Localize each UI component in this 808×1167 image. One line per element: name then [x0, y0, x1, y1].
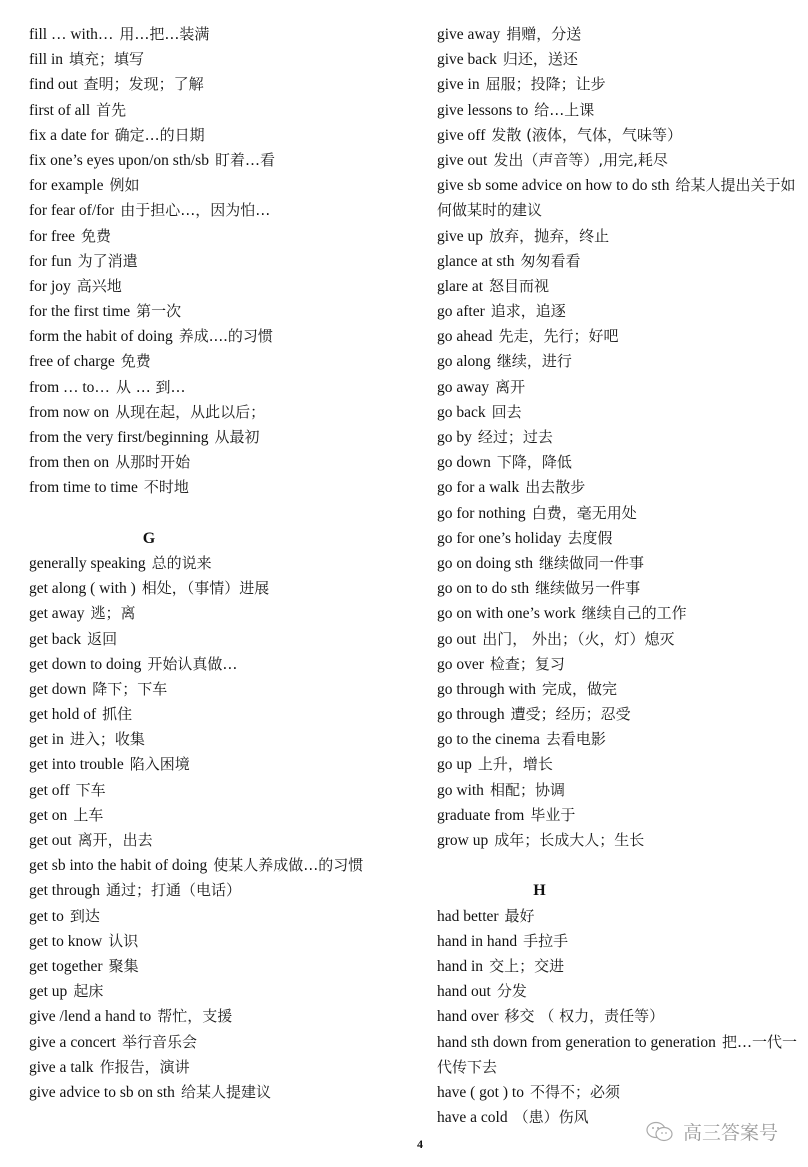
phrase-entry	[437, 828, 802, 853]
english-phrase: fill in	[29, 51, 64, 69]
english-phrase: get on	[29, 806, 68, 824]
english-phrase: give advice to sb on sth	[29, 1083, 175, 1101]
english-phrase: hand out	[437, 983, 491, 1001]
english-phrase: get up	[29, 983, 68, 1001]
phrase-entry	[29, 1030, 409, 1055]
english-phrase: get into trouble	[29, 756, 124, 774]
english-phrase: for fear of/for	[29, 202, 115, 220]
chinese-meaning: 出去散步	[525, 478, 586, 497]
chinese-meaning: 使某人养成做…的习惯	[213, 856, 364, 875]
phrase-entry	[29, 425, 409, 450]
english-phrase: from … to…	[29, 378, 110, 396]
right-column	[437, 22, 802, 1130]
chinese-meaning: 离开	[495, 377, 526, 396]
phrase-entry	[29, 274, 409, 299]
english-phrase: give back	[437, 51, 497, 69]
phrase-entry	[437, 551, 802, 576]
chinese-meaning: 手拉手	[523, 931, 569, 950]
phrase-entry	[29, 727, 409, 752]
english-phrase: give /lend a hand to	[29, 1008, 152, 1026]
english-phrase: go through	[437, 706, 505, 724]
english-phrase: hand sth down from generation to generation	[437, 1033, 716, 1051]
phrase-entry	[437, 349, 802, 374]
phrase-entry	[29, 627, 409, 652]
phrase-entry	[437, 702, 802, 727]
phrase-entry	[29, 249, 409, 274]
phrase-entry	[29, 1004, 409, 1029]
chinese-meaning: 归还，送还	[502, 50, 578, 69]
english-phrase: go after	[437, 303, 485, 321]
phrase-entry	[437, 1030, 802, 1080]
chinese-meaning: 回去	[491, 402, 522, 421]
english-phrase: give a talk	[29, 1058, 94, 1076]
phrase-entry	[29, 173, 409, 198]
english-phrase: give in	[437, 76, 480, 94]
chinese-meaning: 去度假	[567, 528, 613, 547]
phrase-entry	[437, 627, 802, 652]
phrase-entry	[437, 652, 802, 677]
phrase-entry	[437, 1080, 802, 1105]
phrase-entry	[437, 450, 802, 475]
english-phrase: give up	[437, 227, 484, 245]
watermark-text: 高三答案号	[683, 1122, 779, 1144]
chinese-meaning: 查明；发现；了解	[83, 75, 204, 94]
h-entries	[437, 904, 802, 1131]
english-phrase: fill … with…	[29, 26, 114, 43]
english-phrase: get back	[29, 630, 82, 648]
phrase-entry	[29, 601, 409, 626]
phrase-entry	[29, 702, 409, 727]
chinese-meaning: 免费	[120, 352, 151, 371]
chinese-meaning: 分发	[496, 982, 527, 1001]
english-phrase: get together	[29, 957, 103, 975]
phrase-entry	[29, 47, 409, 72]
chinese-meaning: 给某人提建议	[180, 1082, 271, 1101]
phrase-entry	[437, 778, 802, 803]
phrase-entry	[437, 803, 802, 828]
phrase-entry	[29, 677, 409, 702]
english-phrase: from time to time	[29, 479, 138, 497]
chinese-meaning: 继续做另一件事	[535, 579, 641, 598]
chinese-meaning: 开始认真做…	[147, 654, 238, 673]
chinese-meaning: 陷入困境	[129, 755, 190, 774]
chinese-meaning: 发散 (液体，气体，气味等）	[491, 125, 682, 144]
chinese-meaning: （患）伤风	[513, 1108, 589, 1127]
chinese-meaning: 交上；交进	[489, 956, 565, 975]
phrase-entry	[437, 1004, 802, 1029]
phrase-entry	[437, 274, 802, 299]
phrase-entry	[437, 173, 802, 223]
english-phrase: for joy	[29, 277, 71, 295]
phrase-entry	[29, 954, 409, 979]
chinese-meaning: 经过；过去	[477, 428, 553, 447]
phrase-entry	[437, 929, 802, 954]
chinese-meaning: 从最初	[214, 428, 260, 446]
english-phrase: from now on	[29, 403, 110, 421]
chinese-meaning: 首先	[96, 100, 127, 119]
english-phrase: give out	[437, 151, 488, 169]
chinese-meaning: 相处，（事情）进展	[141, 579, 270, 598]
english-phrase: go along	[437, 353, 491, 371]
english-phrase: go ahead	[437, 328, 493, 346]
chinese-meaning: 认识	[108, 931, 139, 950]
phrase-entry	[437, 98, 802, 123]
chinese-meaning: 从 … 到…	[115, 377, 186, 396]
chinese-meaning: 遭受；经历；忍受	[510, 705, 631, 724]
phrase-entry	[29, 878, 409, 903]
chinese-meaning: 去看电影	[545, 730, 606, 749]
phrase-entry	[29, 1055, 409, 1080]
phrase-entry	[437, 72, 802, 97]
english-phrase: go down	[437, 454, 491, 472]
english-phrase: go with	[437, 781, 484, 799]
chinese-meaning: 到达	[69, 906, 100, 925]
phrase-entry	[437, 299, 802, 324]
chinese-meaning: 继续自己的工作	[581, 604, 687, 623]
phrase-entry	[437, 954, 802, 979]
english-phrase: from the very first/beginning	[29, 429, 209, 446]
english-phrase: free of charge	[29, 353, 115, 371]
english-phrase: go by	[437, 429, 472, 447]
chinese-meaning: 作报告，演讲	[99, 1057, 190, 1076]
phrase-entry	[437, 224, 802, 249]
phrase-entry	[29, 324, 409, 349]
g-entries	[29, 551, 409, 1105]
phrase-entry	[29, 576, 409, 601]
chinese-meaning: 怒目而视	[489, 276, 550, 295]
phrase-entry	[29, 853, 409, 878]
english-phrase: get in	[29, 731, 64, 749]
phrase-entry	[437, 324, 802, 349]
chinese-meaning: 进入；收集	[69, 730, 145, 749]
english-phrase: get down	[29, 680, 87, 698]
english-phrase: get hold of	[29, 706, 97, 724]
watermark	[645, 1118, 778, 1145]
phrase-entry	[29, 22, 409, 47]
chinese-meaning: 发出（声音等）,用完,耗尽	[493, 150, 668, 169]
phrase-entry	[437, 375, 802, 400]
english-phrase: go on with one’s work	[437, 605, 576, 623]
chinese-meaning: 用…把…装满	[119, 25, 210, 43]
chinese-meaning: 不时地	[143, 478, 189, 497]
english-phrase: glance at sth	[437, 252, 515, 270]
english-phrase: get off	[29, 781, 70, 799]
section-heading-g: G	[142, 529, 156, 547]
chinese-meaning: 给…上课	[534, 100, 595, 119]
chinese-meaning: 返回	[87, 629, 118, 648]
chinese-meaning: 下降，降低	[496, 453, 572, 472]
english-phrase: get to know	[29, 932, 103, 950]
english-phrase: for free	[29, 227, 76, 245]
chinese-meaning: 检查；复习	[489, 654, 565, 673]
english-phrase: give lessons to	[437, 101, 529, 119]
chinese-meaning: 不得不；必须	[529, 1082, 620, 1101]
chinese-meaning: 总的说来	[151, 553, 212, 572]
phrase-entry	[29, 475, 409, 500]
english-phrase: go through with	[437, 680, 537, 698]
phrase-entry	[29, 72, 409, 97]
phrase-entry	[437, 148, 802, 173]
phrase-entry	[29, 400, 409, 425]
english-phrase: go back	[437, 403, 486, 421]
english-phrase: fix one’s eyes upon/on sth/sb	[29, 151, 209, 169]
chinese-meaning: 移交 （ 权力，责任等）	[504, 1007, 665, 1026]
chinese-meaning: 完成，做完	[542, 679, 618, 698]
phrase-entry	[437, 475, 802, 500]
chinese-meaning: 给某人提出关于如何做某时的建议	[437, 176, 796, 220]
english-phrase: for fun	[29, 252, 72, 270]
chinese-meaning: 帮忙，支援	[157, 1007, 233, 1026]
english-phrase: first of all	[29, 101, 91, 119]
chinese-meaning: 由于担心…，因为怕…	[120, 201, 271, 220]
english-phrase: graduate from	[437, 806, 525, 824]
english-phrase: give a concert	[29, 1033, 116, 1051]
chinese-meaning: 把…一代一代传下去	[437, 1032, 797, 1076]
phrase-entry	[437, 727, 802, 752]
chinese-meaning: 相配；协调	[489, 780, 565, 799]
phrase-entry	[437, 576, 802, 601]
phrase-entry	[29, 148, 409, 173]
phrase-entry	[29, 652, 409, 677]
phrase-entry	[437, 601, 802, 626]
phrase-entry	[437, 47, 802, 72]
phrase-entry	[437, 22, 802, 47]
phrase-entry	[29, 904, 409, 929]
chinese-meaning: 抓住	[102, 705, 133, 724]
chinese-meaning: 毕业于	[530, 805, 576, 824]
english-phrase: from then on	[29, 454, 110, 472]
english-phrase: go for nothing	[437, 504, 526, 522]
english-phrase: hand in hand	[437, 932, 518, 950]
chinese-meaning: 继续做同一件事	[539, 553, 645, 572]
english-phrase: had better	[437, 907, 499, 925]
phrase-entry	[29, 929, 409, 954]
chinese-meaning: 从现在起，从此以后；	[115, 402, 266, 421]
english-phrase: grow up	[437, 832, 489, 850]
english-phrase: go away	[437, 378, 490, 396]
english-phrase: glare at	[437, 277, 484, 295]
chinese-meaning: 从那时开始	[115, 453, 191, 472]
chinese-meaning: 先走，先行；好吧	[498, 327, 619, 346]
phrase-entry	[29, 198, 409, 223]
phrase-entry	[437, 123, 802, 148]
chinese-meaning: 高兴地	[76, 276, 122, 295]
phrase-entry	[29, 375, 409, 400]
chinese-meaning: 放弃，抛弃，终止	[489, 226, 610, 245]
phrase-entry	[437, 425, 802, 450]
chinese-meaning: 起床	[73, 982, 104, 1001]
chinese-meaning: 举行音乐会	[121, 1032, 197, 1051]
english-phrase: for example	[29, 177, 104, 195]
g-entries-continued	[437, 22, 802, 853]
chinese-meaning: 通过；打通（电话）	[106, 881, 242, 900]
phrase-entry	[437, 979, 802, 1004]
chinese-meaning: 降下；下车	[92, 679, 168, 698]
chinese-meaning: 确定…的日期	[114, 125, 205, 144]
english-phrase: go to the cinema	[437, 731, 540, 749]
english-phrase: get away	[29, 605, 85, 623]
wechat-icon	[645, 1120, 675, 1144]
phrase-entry	[437, 752, 802, 777]
english-phrase: go for a walk	[437, 479, 520, 497]
chinese-meaning: 盯着…看	[214, 150, 275, 169]
phrase-entry	[437, 501, 802, 526]
english-phrase: find out	[29, 76, 78, 94]
chinese-meaning: 例如	[109, 176, 140, 195]
chinese-meaning: 追求，追逐	[490, 302, 566, 321]
section-gap	[29, 501, 409, 526]
english-phrase: get out	[29, 832, 72, 849]
chinese-meaning: 捐赠，分送	[506, 25, 582, 43]
english-phrase: get along ( with )	[29, 580, 136, 598]
chinese-meaning: 成年；长成大人；生长	[494, 831, 645, 850]
english-phrase: have ( got ) to	[437, 1083, 524, 1101]
english-phrase: give away	[437, 26, 501, 43]
phrase-entry	[29, 224, 409, 249]
chinese-meaning: 出门， 外出；（火，灯）熄灭	[482, 629, 675, 648]
phrase-entry	[29, 299, 409, 324]
page-number: 4	[417, 1137, 423, 1151]
chinese-meaning: 为了消遣	[77, 251, 138, 270]
english-phrase: give off	[437, 126, 486, 144]
english-phrase: get through	[29, 882, 101, 900]
chinese-meaning: 继续，进行	[496, 352, 572, 371]
english-phrase: go for one’s holiday	[437, 529, 562, 547]
chinese-meaning: 逃；离	[90, 604, 136, 623]
english-phrase: get sb into the habit of doing	[29, 857, 208, 875]
phrase-entry	[29, 752, 409, 777]
phrase-entry	[437, 526, 802, 551]
chinese-meaning: 匆匆看看	[520, 251, 581, 270]
english-phrase: go out	[437, 630, 477, 648]
english-phrase: go on to do sth	[437, 580, 530, 598]
chinese-meaning: 白费，毫无用处	[531, 503, 637, 522]
phrase-entry	[29, 828, 409, 853]
phrase-entry	[29, 1080, 409, 1105]
phrase-entry	[437, 400, 802, 425]
chinese-meaning: 第一次	[136, 302, 182, 321]
chinese-meaning: 上车	[73, 805, 104, 824]
phrase-entry	[437, 677, 802, 702]
english-phrase: get down to doing	[29, 655, 142, 673]
chinese-meaning: 离开，出去	[77, 831, 153, 849]
english-phrase: fix a date for	[29, 126, 109, 144]
phrase-entry	[29, 450, 409, 475]
phrase-entry	[29, 98, 409, 123]
phrase-entry	[29, 551, 409, 576]
chinese-meaning: 下车	[75, 780, 106, 799]
phrase-entry	[437, 904, 802, 929]
english-phrase: go up	[437, 756, 472, 774]
english-phrase: for the first time	[29, 303, 131, 321]
phrase-entry	[29, 979, 409, 1004]
english-phrase: go on doing sth	[437, 554, 534, 572]
chinese-meaning: 养成....的习惯	[178, 327, 273, 346]
english-phrase: get to	[29, 907, 64, 925]
chinese-meaning: 填充；填写	[69, 50, 145, 69]
english-phrase: go over	[437, 655, 484, 673]
english-phrase: form the habit of doing	[29, 328, 173, 346]
chinese-meaning: 最好	[504, 906, 535, 925]
english-phrase: give sb some advice on how to do sth	[437, 177, 670, 195]
phrase-entry	[29, 778, 409, 803]
english-phrase: generally speaking	[29, 554, 146, 572]
english-phrase: have a cold	[437, 1109, 508, 1127]
phrase-entry	[29, 123, 409, 148]
chinese-meaning: 上升，增长	[477, 755, 553, 774]
phrase-entry	[29, 803, 409, 828]
chinese-meaning: 屈服；投降；让步	[485, 75, 606, 94]
phrase-entry	[437, 249, 802, 274]
f-entries	[29, 22, 409, 501]
section-heading-h: H	[533, 882, 546, 900]
section-gap	[437, 853, 802, 878]
english-phrase: hand over	[437, 1008, 499, 1026]
chinese-meaning: 聚集	[108, 956, 139, 975]
english-phrase: hand in	[437, 957, 484, 975]
phrase-entry	[29, 349, 409, 374]
left-column	[29, 22, 409, 1105]
chinese-meaning: 免费	[81, 226, 112, 245]
